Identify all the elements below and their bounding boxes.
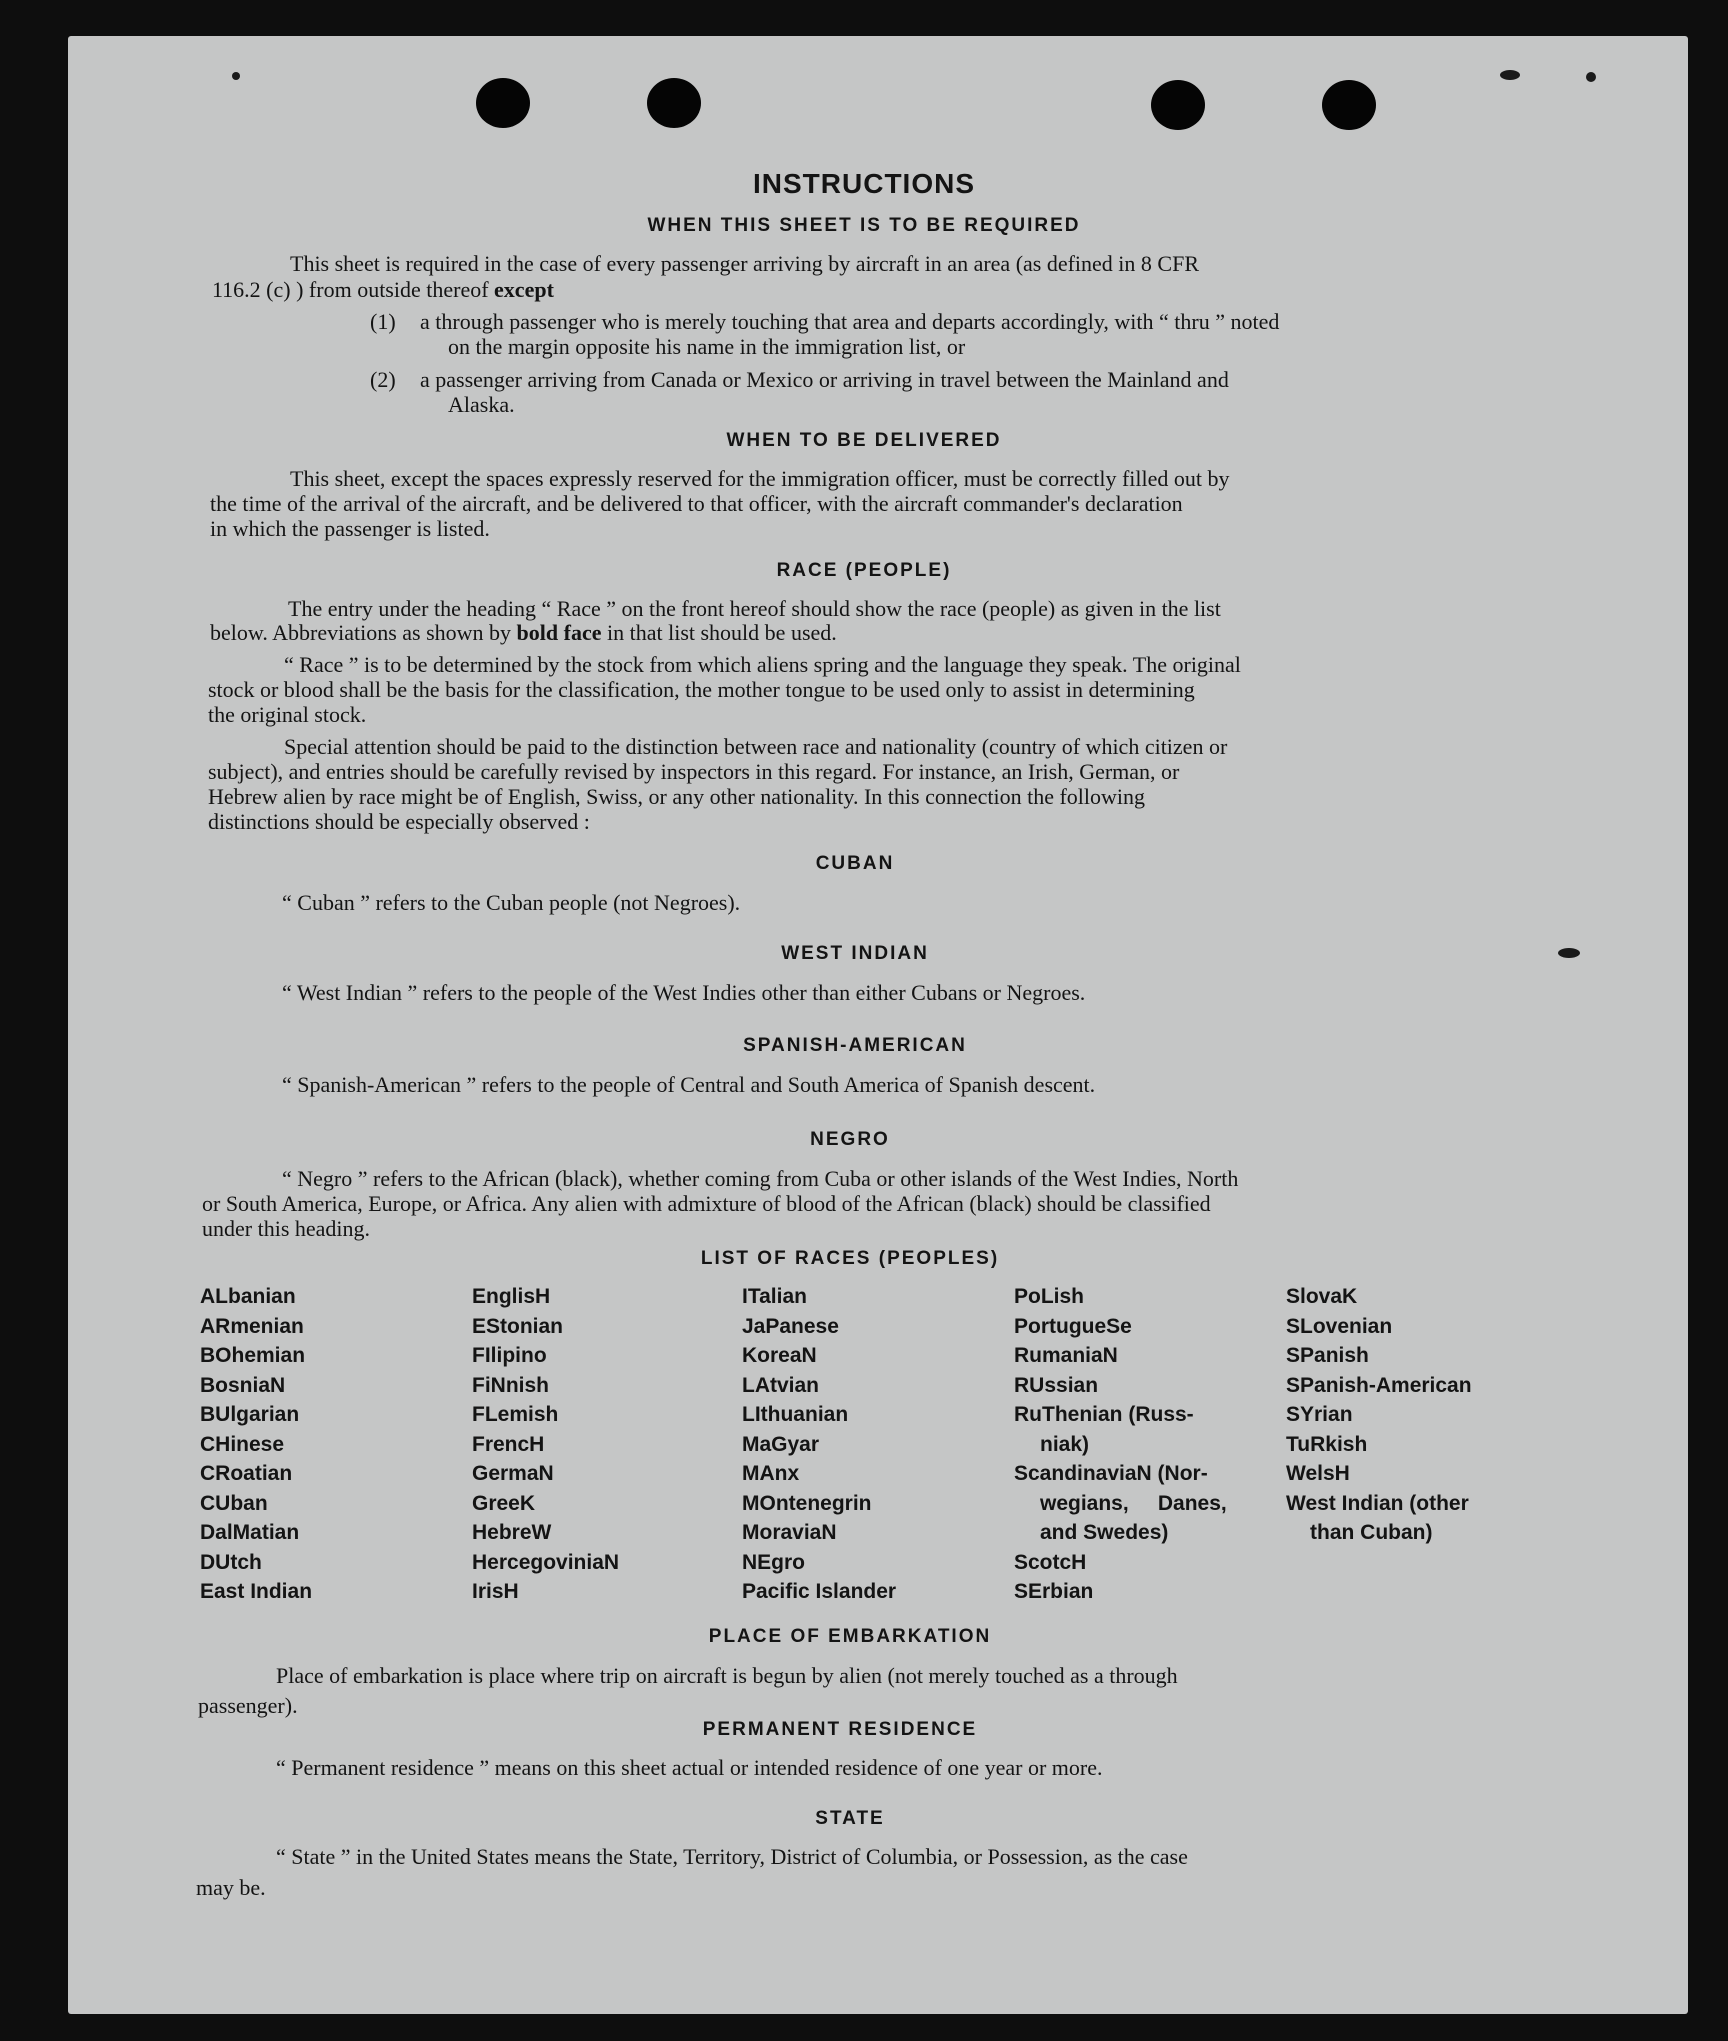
race-item: SlovaK bbox=[1286, 1285, 1358, 1308]
race-item: SPanish-American bbox=[1286, 1373, 1472, 1397]
paragraph-line: stock or blood shall be the basis for the classification, the mother tongue to be used only to assist in determining bbox=[208, 677, 1195, 702]
race-item: EnglisH bbox=[472, 1285, 551, 1308]
paragraph-line: under this heading. bbox=[202, 1216, 371, 1241]
races-column-4 bbox=[1014, 1282, 1227, 1607]
race-item: Pacific Islander bbox=[742, 1580, 897, 1603]
list-item-line: a passenger arriving from Canada or Mexico or arriving in travel between the Mainland and bbox=[420, 367, 1229, 392]
race-item: CRoatian bbox=[200, 1462, 293, 1485]
paragraph-line: may be. bbox=[196, 1875, 266, 1900]
section-heading-delivered: WHEN TO BE DELIVERED bbox=[726, 430, 1002, 451]
race-item: BOhemian bbox=[200, 1344, 306, 1367]
paragraph-line: the original stock. bbox=[208, 702, 367, 727]
paragraph-line: passenger). bbox=[198, 1693, 298, 1718]
race-item: East Indian bbox=[200, 1580, 313, 1603]
race-item: JaPanese bbox=[742, 1314, 839, 1338]
race-item: ScandinaviaN (Nor- bbox=[1014, 1462, 1208, 1485]
section-heading-race: RACE (PEOPLE) bbox=[776, 560, 952, 581]
paragraph-line: or South America, Europe, or Africa. Any alien with admixture of blood of the African (black) should be classified bbox=[202, 1191, 1211, 1216]
section-heading-negro: NEGRO bbox=[810, 1129, 890, 1150]
race-item: IrisH bbox=[472, 1580, 519, 1603]
race-item: CUban bbox=[200, 1491, 268, 1515]
section-heading-embarkation: PLACE OF EMBARKATION bbox=[708, 1626, 992, 1647]
race-item: RumaniaN bbox=[1014, 1344, 1118, 1367]
race-item: BosniaN bbox=[200, 1373, 286, 1397]
paragraph-line: Place of embarkation is place where trip on aircraft is begun by alien (not merely touched as a through bbox=[276, 1663, 1178, 1688]
races-column-1 bbox=[200, 1282, 312, 1607]
race-item: SPanish bbox=[1286, 1344, 1369, 1367]
race-item: MoraviaN bbox=[742, 1521, 837, 1544]
list-item-number: (2) bbox=[370, 367, 396, 392]
paragraph-line bbox=[210, 620, 837, 645]
section-heading-residence: PERMANENT RESIDENCE bbox=[702, 1719, 978, 1740]
race-item: SYrian bbox=[1286, 1403, 1353, 1426]
paragraph-line: Special attention should be paid to the distinction between race and nationality (country of which citizen or bbox=[284, 734, 1228, 759]
race-item: WelsH bbox=[1286, 1462, 1350, 1485]
race-item: ITalian bbox=[742, 1285, 807, 1308]
paragraph-line: The entry under the heading “ Race ” on the front hereof should show the race (people) as given in the list bbox=[288, 596, 1221, 621]
race-item: ALbanian bbox=[200, 1285, 296, 1308]
ink-speck bbox=[1586, 72, 1596, 82]
paragraph-line: distinctions should be especially observed : bbox=[208, 809, 590, 834]
race-item: NEgro bbox=[742, 1550, 805, 1574]
races-column-2 bbox=[472, 1282, 619, 1607]
race-item: PoLish bbox=[1014, 1285, 1085, 1308]
paragraph-line: “ State ” in the United States means the State, Territory, District of Columbia, or Possession, as the case bbox=[276, 1844, 1188, 1869]
race-item: DalMatian bbox=[200, 1521, 300, 1544]
ink-speck bbox=[1500, 70, 1520, 80]
section-heading-cuban: CUBAN bbox=[815, 853, 895, 874]
punch-hole bbox=[647, 78, 701, 128]
section-heading-races-list: LIST OF RACES (PEOPLES) bbox=[700, 1248, 1000, 1269]
bold-text: except bbox=[494, 277, 554, 302]
race-item: EStonian bbox=[472, 1314, 564, 1338]
text-span: 116.2 (c) ) from outside thereof bbox=[212, 277, 489, 302]
race-item: West Indian (other bbox=[1286, 1491, 1469, 1515]
race-item: niak) bbox=[1040, 1432, 1090, 1456]
race-item: RuThenian (Russ- bbox=[1014, 1403, 1194, 1426]
race-item: and Swedes) bbox=[1040, 1521, 1169, 1544]
race-item: ScotcH bbox=[1014, 1550, 1087, 1574]
bold-text: bold face bbox=[516, 620, 602, 645]
race-item: SErbian bbox=[1014, 1580, 1094, 1603]
race-item: FiNnish bbox=[472, 1373, 549, 1397]
ink-speck bbox=[232, 72, 240, 80]
paragraph-line: “ Spanish-American ” refers to the people of Central and South America of Spanish descent. bbox=[282, 1072, 1096, 1097]
punch-hole bbox=[1322, 80, 1376, 130]
list-item-line: on the margin opposite his name in the immigration list, or bbox=[448, 334, 966, 359]
punch-hole bbox=[476, 78, 530, 128]
section-heading-spanish-american: SPANISH-AMERICAN bbox=[743, 1035, 967, 1056]
race-item: FrencH bbox=[472, 1432, 545, 1456]
paragraph-line: the time of the arrival of the aircraft, and be delivered to that officer, with the aircraft commander's declaration bbox=[210, 491, 1183, 516]
race-item: MAnx bbox=[742, 1462, 800, 1485]
list-item-line: Alaska. bbox=[448, 392, 515, 417]
section-heading-required: WHEN THIS SHEET IS TO BE REQUIRED bbox=[647, 215, 1081, 236]
race-item: FLemish bbox=[472, 1403, 559, 1426]
race-item: HebreW bbox=[472, 1521, 552, 1544]
race-item: LIthuanian bbox=[742, 1403, 849, 1426]
list-item-line: a through passenger who is merely touching that area and departs accordingly, with “ thru ” noted bbox=[420, 309, 1280, 334]
paragraph-line: in which the passenger is listed. bbox=[210, 516, 490, 541]
text-span: below. Abbreviations as shown by bbox=[210, 620, 512, 645]
paragraph-line: “ Permanent residence ” means on this sheet actual or intended residence of one year or more. bbox=[276, 1755, 1103, 1780]
text-span: in that list should be used. bbox=[607, 620, 837, 645]
race-item: RUssian bbox=[1014, 1373, 1099, 1397]
paragraph-line: This sheet, except the spaces expressly reserved for the immigration officer, must be correctly filled out by bbox=[290, 466, 1230, 491]
paragraph-line bbox=[212, 277, 554, 302]
race-item: LAtvian bbox=[742, 1373, 820, 1397]
section-heading-west-indian: WEST INDIAN bbox=[781, 943, 929, 964]
race-item: BUlgarian bbox=[200, 1403, 300, 1426]
race-item: GermaN bbox=[472, 1462, 554, 1485]
race-item: FIlipino bbox=[472, 1344, 547, 1367]
paragraph-line: “ Negro ” refers to the African (black), whether coming from Cuba or other islands of the West Indies, North bbox=[282, 1166, 1239, 1191]
section-heading-state: STATE bbox=[815, 1808, 885, 1829]
paragraph-line: “ West Indian ” refers to the people of the West Indies other than either Cubans or Negroes. bbox=[282, 980, 1086, 1005]
race-item: HercegoviniaN bbox=[472, 1550, 620, 1574]
punch-hole bbox=[1151, 80, 1205, 130]
race-item: than Cuban) bbox=[1310, 1521, 1433, 1544]
race-item: PortugueSe bbox=[1014, 1314, 1132, 1338]
paragraph-line: subject), and entries should be carefully revised by inspectors in this regard. For instance, an Irish, German, or bbox=[208, 759, 1180, 784]
paragraph-line: This sheet is required in the case of every passenger arriving by aircraft in an area (as defined in 8 CFR bbox=[290, 251, 1200, 276]
page-title: INSTRUCTIONS bbox=[753, 168, 975, 199]
race-item: TuRkish bbox=[1286, 1432, 1368, 1456]
race-item: CHinese bbox=[200, 1432, 285, 1456]
list-item-number: (1) bbox=[370, 309, 396, 334]
paragraph-line: Hebrew alien by race might be of English, Swiss, or any other nationality. In this connection the following bbox=[208, 784, 1146, 809]
race-item: wegians, Danes, bbox=[1040, 1491, 1227, 1515]
paragraph-line: “ Race ” is to be determined by the stock from which aliens spring and the language they speak. The original bbox=[284, 652, 1241, 677]
race-item: MOntenegrin bbox=[742, 1491, 872, 1515]
race-item: MaGyar bbox=[742, 1432, 820, 1456]
races-column-5 bbox=[1286, 1282, 1472, 1548]
race-item: ARmenian bbox=[200, 1314, 304, 1338]
race-item: KoreaN bbox=[742, 1344, 817, 1367]
races-column-3 bbox=[742, 1282, 896, 1607]
race-item: DUtch bbox=[200, 1550, 262, 1574]
race-item: GreeK bbox=[472, 1491, 536, 1515]
race-item: SLovenian bbox=[1286, 1314, 1393, 1338]
paragraph-line: “ Cuban ” refers to the Cuban people (not Negroes). bbox=[282, 890, 741, 915]
